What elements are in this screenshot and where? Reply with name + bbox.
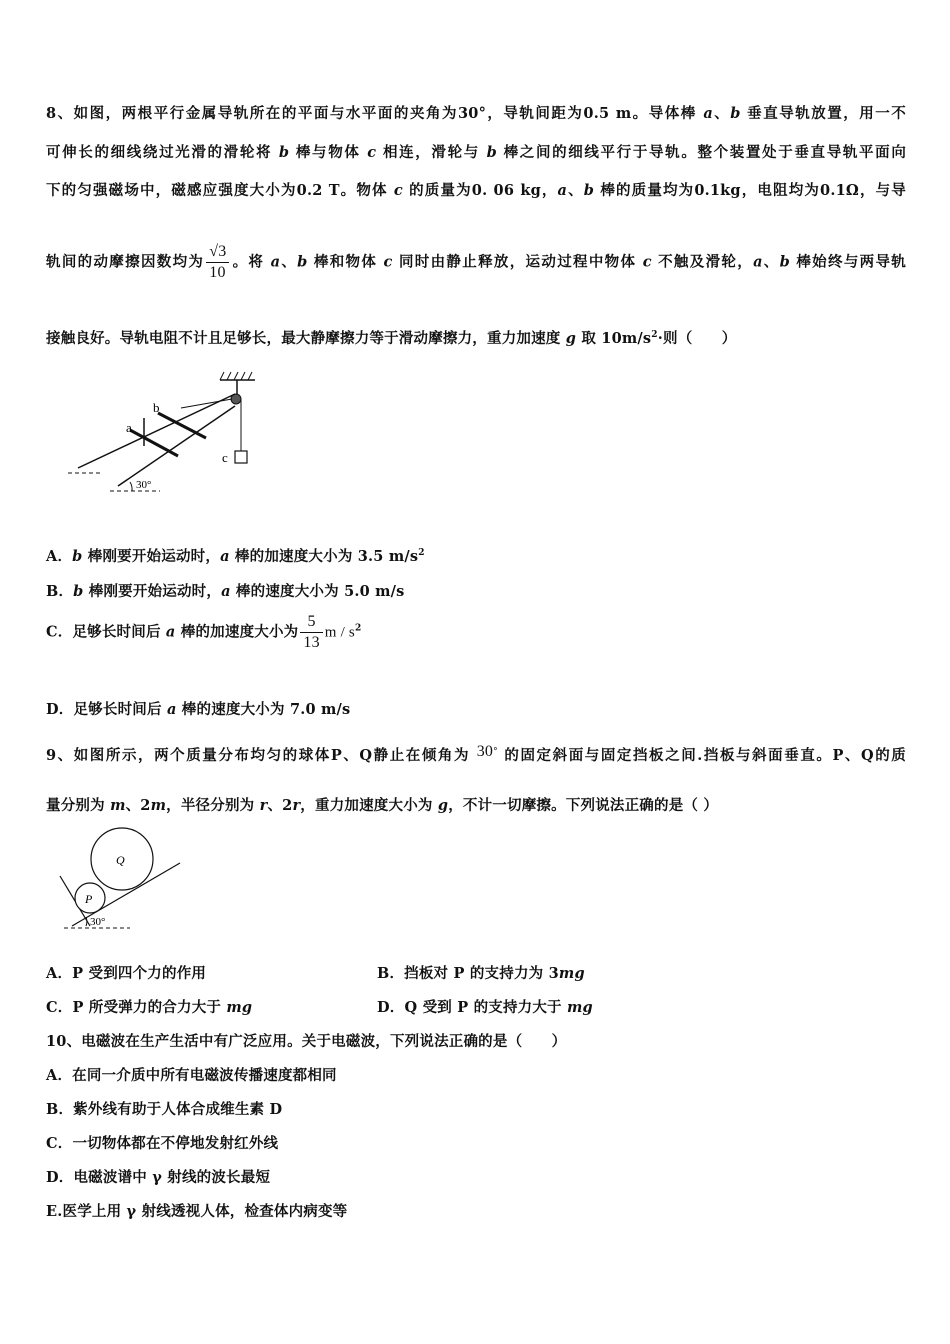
- q9-option-b[interactable]: [377, 962, 585, 983]
- option-letter: A．: [46, 965, 73, 982]
- q8-stem-line-1: [46, 102, 906, 123]
- q10-option-e[interactable]: E.医学上用 γ 射线透视人体，检查体内病变等: [46, 1203, 348, 1220]
- superscript: 2: [418, 548, 425, 559]
- var: mg: [558, 965, 585, 982]
- text: 量分别为: [46, 797, 111, 814]
- q9-option-a[interactable]: [46, 962, 206, 983]
- q8-option-b[interactable]: [46, 580, 906, 601]
- text: ，半径分别为: [166, 797, 260, 814]
- text: 。将: [231, 253, 271, 271]
- fraction-numerator: 5: [307, 613, 316, 630]
- text: 9、如图所示，两个质量分布均匀的球体P、Q静止在倾角为: [46, 747, 477, 764]
- label-b: b: [153, 400, 160, 415]
- text: P 受到四个力的作用: [72, 965, 207, 982]
- option-letter: D．: [377, 999, 405, 1016]
- var: b: [486, 144, 497, 161]
- var: c: [367, 144, 377, 161]
- block-c: [235, 451, 247, 463]
- text: 8、如图，两根平行金属导轨所在的平面与水平面的夹角为30°，导轨间距为0.5 m。导体棒: [46, 105, 704, 122]
- text: 的固定斜面与固定挡板之间.挡板与斜面垂直。P、Q的质: [497, 747, 906, 764]
- q10-option-d[interactable]: D．电磁波谱中 γ 射线的波长最短: [46, 1169, 271, 1186]
- var: b: [583, 182, 595, 199]
- q9-stem-line-2: [46, 794, 906, 815]
- text: 棒刚要开始运动时，: [82, 548, 221, 565]
- option-letter: C．: [46, 999, 73, 1016]
- option-letter: B．: [46, 583, 74, 600]
- var: b: [730, 105, 741, 122]
- text: 不触及滑轮，: [651, 253, 754, 271]
- text: 、: [712, 105, 731, 122]
- text: P 所受弹力的合力大于: [72, 999, 227, 1016]
- q10-stem: 10、电磁波在生产生活中有广泛应用。关于电磁波，下列说法正确的是（ ）: [46, 1033, 567, 1050]
- text: 棒的加速度大小为 3.5 m/s: [229, 548, 419, 565]
- var: b: [278, 144, 290, 161]
- q8-option-c[interactable]: [46, 612, 906, 653]
- q10-option-c[interactable]: C．一切物体都在不停地发射红外线: [46, 1135, 279, 1152]
- q8-stem-line-3: [46, 179, 906, 200]
- label-p: P: [85, 892, 93, 906]
- q9-option-c[interactable]: [46, 996, 252, 1017]
- var: b: [73, 583, 84, 600]
- var: m: [110, 797, 126, 814]
- text: 接触良好。导轨电阻不计且足够长，最大静摩擦力等于滑动摩擦力，重力加速度: [46, 330, 566, 347]
- text: 、: [280, 253, 298, 271]
- text: 足够长时间后: [72, 623, 166, 641]
- text: 相连，滑轮与: [376, 144, 487, 161]
- var: m: [150, 797, 167, 814]
- var: a: [753, 253, 763, 271]
- angle-arc: [86, 917, 87, 926]
- text: 棒刚要开始运动时，: [83, 583, 222, 600]
- var: c: [383, 253, 393, 271]
- text: 同时由静止释放，运动过程中物体: [392, 253, 643, 271]
- rail-lower: [118, 406, 235, 486]
- unit: m / s: [324, 624, 355, 641]
- text: ·则（ ）: [657, 330, 737, 347]
- option-letter: A．: [46, 548, 73, 565]
- text: ，重力加速度大小为: [300, 797, 438, 814]
- label-c: c: [222, 450, 228, 465]
- rod-b: [158, 413, 206, 438]
- text: 下的匀强磁场中，磁感应强度大小为0.2 T。物体: [46, 182, 394, 199]
- friction-fraction: [206, 242, 229, 283]
- var: a: [557, 182, 568, 199]
- text: 、2: [125, 797, 151, 814]
- option-letter: D．: [46, 701, 74, 718]
- text: 棒和物体: [307, 253, 384, 271]
- angle-label: 30°: [90, 916, 106, 928]
- var: b: [72, 548, 83, 565]
- rod-a: [130, 430, 178, 456]
- option-letter: C．: [46, 623, 73, 641]
- text: 的质量为0. 06 kg，: [402, 182, 558, 199]
- q9-spheres-figure: [52, 826, 192, 936]
- text: 轨间的动摩擦因数均为: [46, 253, 205, 271]
- degree-sign: °: [493, 747, 498, 758]
- text: 棒的速度大小为 7.0 m/s: [176, 701, 351, 718]
- angle-arc: [130, 482, 132, 491]
- var: a: [166, 701, 177, 718]
- var: a: [165, 623, 176, 641]
- var: g: [437, 797, 449, 814]
- text: 、: [567, 182, 584, 199]
- q10-option-a[interactable]: A．在同一介质中所有电磁波传播速度都相同: [46, 1067, 337, 1084]
- var: b: [779, 253, 790, 271]
- var: a: [703, 105, 713, 122]
- text: 、2: [267, 797, 293, 814]
- q9-option-d[interactable]: [377, 996, 593, 1017]
- var: c: [642, 253, 652, 271]
- fraction-denominator: 10: [206, 262, 229, 283]
- q8-rail-pulley-figure: [60, 368, 270, 498]
- acceleration-fraction: [300, 612, 322, 653]
- var: mg: [567, 999, 593, 1016]
- ceiling-hatch: [220, 372, 252, 380]
- text: 棒的速度大小为 5.0 m/s: [230, 583, 405, 600]
- text: ，不计一切摩擦。下列说法正确的是（ ）: [448, 797, 719, 814]
- var: c: [393, 182, 403, 199]
- q8-option-a[interactable]: [46, 545, 906, 566]
- q8-option-d[interactable]: [46, 698, 906, 719]
- var: r: [259, 797, 268, 814]
- text: Q 受到 P 的支持力大于: [404, 999, 568, 1016]
- option-letter: B．: [377, 965, 405, 982]
- text: 棒始终与两导轨: [789, 253, 906, 271]
- label-a: a: [126, 420, 132, 435]
- fraction-denominator: 13: [300, 632, 322, 653]
- text: 垂直导轨放置，用一不: [740, 105, 907, 122]
- text: 足够长时间后: [73, 701, 167, 718]
- label-q: Q: [116, 853, 125, 867]
- q8-stem-line-2: [46, 141, 906, 162]
- var: a: [221, 583, 231, 600]
- angle-label: 30°: [136, 479, 152, 491]
- angle-value: 30: [476, 743, 494, 760]
- superscript: 2: [651, 330, 658, 341]
- text: 取 10m/s: [576, 330, 652, 347]
- text: 挡板对 P 的支持力为 3: [404, 965, 559, 982]
- q10-option-b[interactable]: B．紫外线有助于人体合成维生素 D: [46, 1101, 283, 1118]
- q8-stem-line-4: [46, 242, 906, 283]
- q8-stem-line-5: [46, 327, 906, 348]
- var: g: [565, 330, 577, 347]
- var: mg: [226, 999, 253, 1016]
- text: 可伸长的细线绕过光滑的滑轮将: [46, 144, 279, 161]
- q9-stem-line-1: [46, 743, 906, 765]
- text: 棒与物体: [289, 144, 368, 161]
- var: a: [220, 548, 230, 565]
- text: 、: [762, 253, 780, 271]
- var: r: [292, 797, 301, 814]
- text: 棒的质量均为0.1kg，电阻均为0.1Ω，与导: [594, 182, 906, 199]
- var: a: [270, 253, 281, 271]
- superscript: 2: [354, 623, 362, 634]
- fraction-numerator: √3: [209, 243, 227, 260]
- text: 棒的加速度大小为: [175, 623, 299, 641]
- text: 棒之间的细线平行于导轨。整个装置处于垂直导轨平面向: [496, 144, 907, 161]
- var: b: [297, 253, 308, 271]
